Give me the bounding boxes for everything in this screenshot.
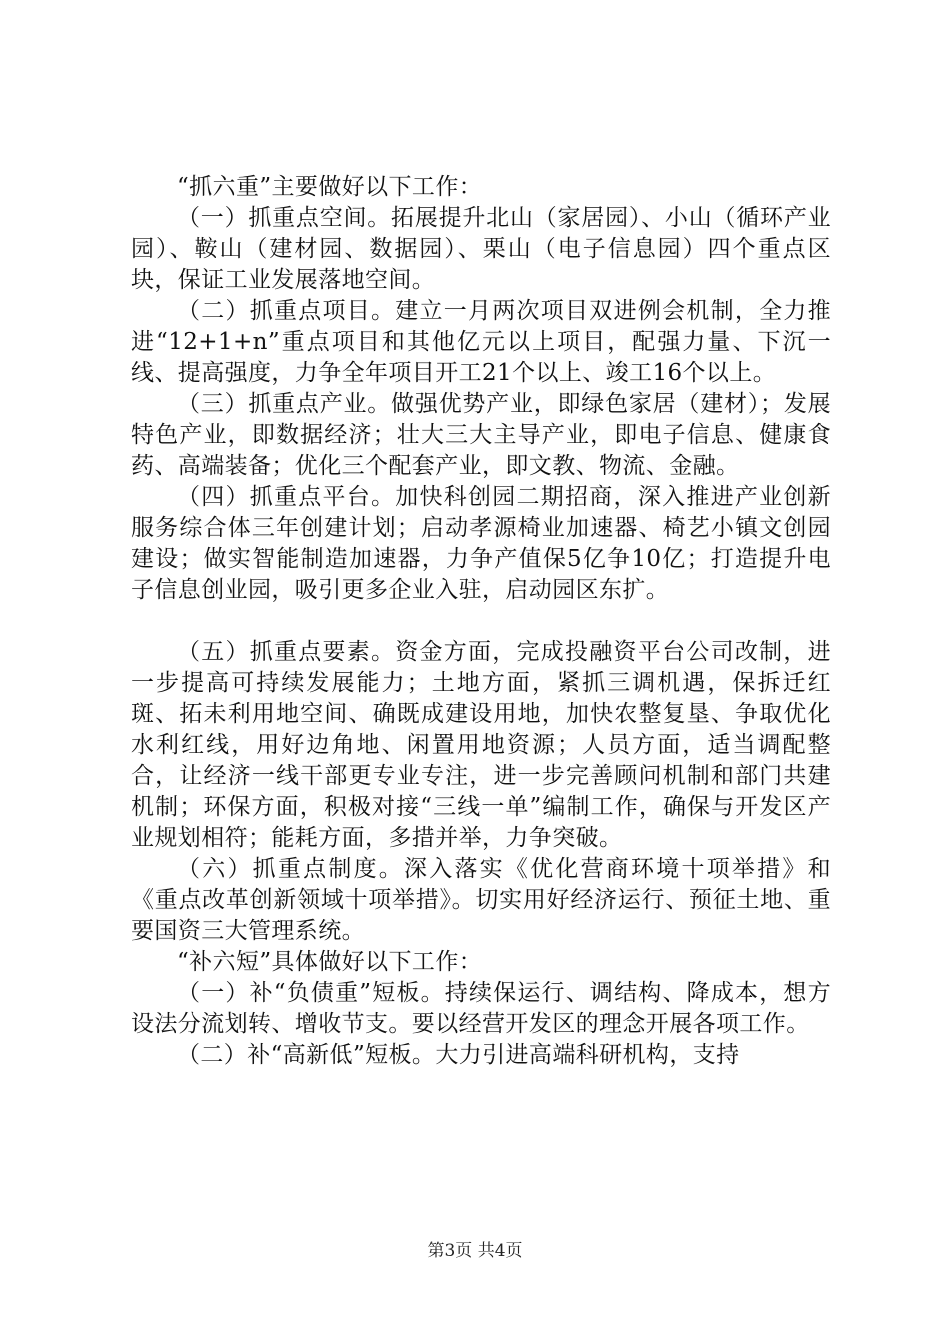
paragraph-key-elements: （五）抓重点要素。资金方面，完成投融资平台公司改制，进一步提高可持续发展能力；土地方面，紧抓三调机遇，保拆迁红斑、拓未利用地空间、确既成建设用地，加快农整复垦、争取优化水利红线，用好边角地、闲置用地资源；人员方面，适当调配整合，让经济一线干部更专业专注，进一步完善顾问机制和部门共建机制；环保方面，积极对接“三线一单”编制工作，确保与开发区产业规划相符；能耗方面，多措并举，力争突破。 [131, 639, 831, 851]
paragraph-debt-shortfall: （一）补“负债重”短板。持续保运行、调结构、降成本，想方设法分流划转、增收节支。要以经营开发区的理念开展各项工作。 [131, 980, 831, 1037]
document-body [131, 172, 831, 1071]
paragraph-liuduan-intro: “补六短”具体做好以下工作： [177, 949, 483, 975]
paragraph-key-space: （一）抓重点空间。拓展提升北山（家居园）、小山（循环产业园）、鞍山（建材园、数据园）、栗山（电子信息园）四个重点区块，保证工业发展落地空间。 [131, 205, 831, 293]
page-number-footer: 第3页 共4页 [427, 1241, 523, 1261]
paragraph-hightech-shortfall: （二）补“高新低”短板。大力引进高端科研机构，支持 [177, 1042, 740, 1068]
paragraph-key-systems: （六）抓重点制度。深入落实《优化营商环境十项举措》和《重点改革创新领域十项举措》。切实用好经济运行、预征土地、重要国资三大管理系统。 [131, 856, 831, 944]
paragraph-key-platforms: （四）抓重点平台。加快科创园二期招商，深入推进产业创新服务综合体三年创建计划；启动孝源椅业加速器、椅艺小镇文创园建设；做实智能制造加速器，力争产值保5亿争10亿；打造提升电子信息创业园，吸引更多企业入驻，启动园区东扩。 [131, 484, 831, 603]
paragraph-key-projects: （二）抓重点项目。建立一月两次项目双进例会机制，全力推进“12+1+n”重点项目和其他亿元以上项目，配强力量、下沉一线、提高强度，力争全年项目开工21个以上、竣工16个以上。 [131, 298, 831, 386]
paragraph-liuzhong-intro: “抓六重”主要做好以下工作： [177, 174, 483, 200]
paragraph-key-industries: （三）抓重点产业。做强优势产业，即绿色家居（建材）；发展特色产业，即数据经济；壮大三大主导产业，即电子信息、健康食药、高端装备；优化三个配套产业，即文教、物流、金融。 [131, 391, 831, 479]
